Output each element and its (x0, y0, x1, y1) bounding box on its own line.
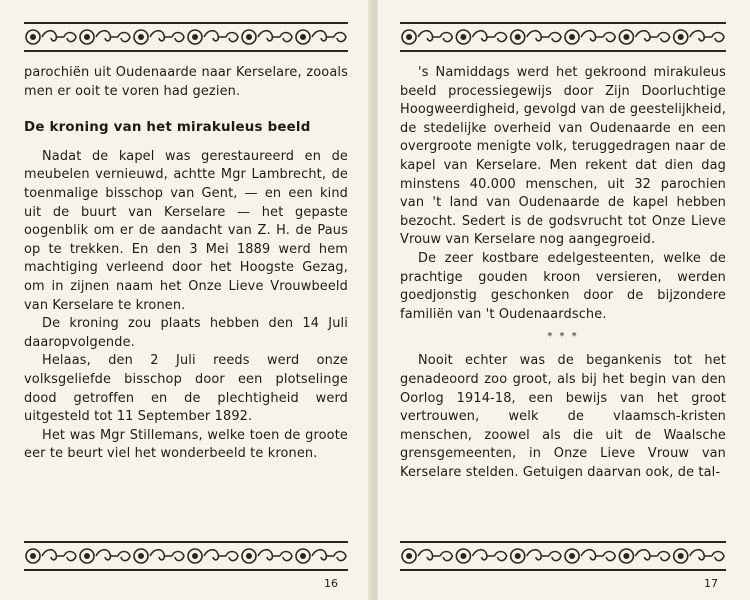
left-footer (24, 541, 348, 590)
paragraph: Helaas, den 2 Juli reeds werd onze volksgeliefde bisschop door een plotselinge dood getroffen en de plechtigheid werd uitgesteld tot 11 September 1892. (24, 353, 348, 425)
ornament-rule-top (400, 22, 726, 24)
intro-paragraph: parochiën uit Oudenaarde naar Kerselare, zooals men er ooit te voren had gezien. (24, 65, 348, 99)
left-page (0, 0, 372, 600)
top-ornament-band (24, 22, 348, 52)
asterism-separator: * * * (547, 331, 579, 343)
left-page-text (24, 64, 348, 464)
ornament-rule-bottom (24, 569, 348, 571)
paragraph: Nooit echter was de begankenis tot het genadeoord zoo groot, als bij het begin van den Oorlog 1914-18, een bewijs van het groot vertrouwen, welk de vlaamsch-kristen menschen, zoowel als die uit de Waalsche grensgemeenten, in Onze Lieve Vrouw van Kerselare stelden. Getuigen daarvan ook, de tal- (400, 353, 726, 480)
right-page (378, 0, 750, 600)
ornament-rule-bottom (400, 50, 726, 52)
scroll-ornament-icon (24, 27, 348, 47)
ornament-rule-bottom (400, 569, 726, 571)
scroll-ornament-icon (24, 546, 348, 566)
scroll-ornament-icon (400, 27, 726, 47)
right-page-text (400, 64, 726, 482)
page-number: 16 (324, 577, 338, 590)
bottom-ornament-band (400, 541, 726, 571)
ornament-rule-top (24, 541, 348, 543)
top-ornament-band (400, 22, 726, 52)
ornament-rule-top (24, 22, 348, 24)
section-heading: De kroning van het mirakuleus beeld (24, 120, 311, 136)
page-number: 17 (704, 577, 718, 590)
ornament-rule-top (400, 541, 726, 543)
bottom-ornament-band (24, 541, 348, 571)
paragraph: De zeer kostbare edelgesteenten, welke de prachtige gouden kroon versieren, werden goedjonstig geschonken door de bijzondere familiën van 't Oudenaardsche. (400, 250, 726, 322)
paragraph: De kroning zou plaats hebben den 14 Juli daaropvolgende. (24, 316, 348, 350)
paragraph: Nadat de kapel was gerestaureerd en de meubelen vernieuwd, achtte Mgr Lambrecht, de toenmalige bisschop van Gent, — en een kind uit de buurt van Kerselare — het gepaste oogenblik om er de aandacht van Z. H. de Paus op te trekken. En den 3 Mei 1889 werd hem machtiging verleend door het Hoogste Gezag, om in zijnen naam het Onze Lieve Vrouwbeeld van Kerselare te kronen. (24, 148, 348, 313)
ornament-rule-bottom (24, 50, 348, 52)
right-footer (400, 541, 726, 590)
paragraph: Het was Mgr Stillemans, welke toen de groote eer te beurt viel het wonderbeeld te kronen. (24, 427, 348, 462)
scroll-ornament-icon (400, 546, 726, 566)
paragraph: 's Namiddags werd het gekroond mirakuleus beeld processiegewijs door Zijn Doorluchtige Hoogweerdigheid, gevolgd van de geestelijkheid, de stedelijke overheid van Oudenaarde en een overgroote menigte volk, teruggedragen naar de kapel van Kerselare. Men rekent dat dien dag minstens 40.000 menschen, uit 32 parochien van 't land van Oudenaarde de kapel hebben bezocht. Sedert is de godsvrucht tot Onze Lieve Vrouw van Kerselare nog aangegroeid. (400, 65, 726, 248)
